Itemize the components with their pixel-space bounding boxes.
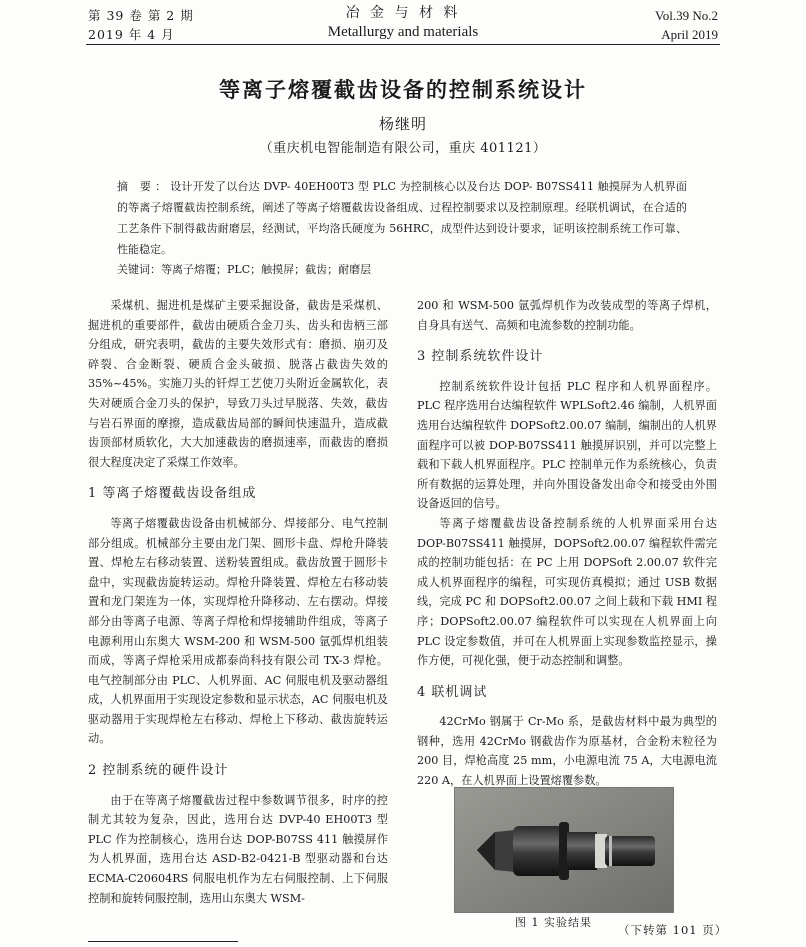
- journal-name-cn: 冶 金 与 材 料: [345, 5, 461, 21]
- continuation-note: （下转第 101 页）: [618, 923, 728, 937]
- keywords-text: 等离子熔覆；PLC；触摸屏；截齿；耐磨层: [161, 263, 372, 276]
- journal-name-en: Metallurgy and materials: [327, 24, 479, 40]
- cutting-pick-photo: [455, 788, 673, 912]
- date-cn: 2019 年 4 月: [88, 27, 175, 42]
- right-column: [417, 296, 717, 791]
- paragraph-debug: 42CrMo 钢属于 Cr-Mo 系，是截齿材料中最为典型的钢种，选用 42CrMo 钢截齿作为原基材，合金粉末粒径为 200 目，焊枪高度 25 mm，小电源电流 75 A，大电源电流 220 A，在人机界面上设置熔覆参数。: [417, 715, 717, 788]
- section-heading-1: 1 等离子熔覆截齿设备组成: [88, 486, 257, 502]
- keywords: [117, 260, 687, 280]
- abstract-label: 摘 要：: [117, 180, 171, 193]
- figure-photo: [454, 787, 674, 913]
- header-right: [655, 6, 718, 44]
- footnote-rule: [88, 941, 238, 942]
- date-en: April 2019: [661, 27, 718, 42]
- section-heading-3: 3 控制系统软件设计: [417, 349, 544, 365]
- paper-title: 等离子熔覆截齿设备的控制系统设计: [219, 77, 587, 102]
- paragraph-software: 控制系统软件设计包括 PLC 程序和人机界面程序。PLC 程序选用台达编程软件 WPLSoft2.46 编制，人机界面选用台达编程软件 DOPSoft2.00.07 编制，编制出的人机界面程序可以被 DOP-B07SS411 触摸屏识别，并可以完整上载和下载人机界面程序。PLC 控制单元作为系统核心，负责所有数据的运算处理，并向外围设备发出命令和接受由外围设备返回的信号。: [417, 379, 717, 511]
- left-column: [88, 296, 388, 908]
- author: 杨继明: [378, 115, 427, 133]
- paragraph-equipment: 等离子熔覆截齿设备由机械部分、焊接部分、电气控制部分组成。机械部分主要由龙门架、圆形卡盘、焊枪升降装置、焊枪左右移动装置、送粉装置组成。截齿放置于圆形卡盘中，实现截齿旋转运动。焊枪升降装置、焊枪左右移动装置和龙门架连为一体，实现焊枪升降移动、左右摆动。焊接部分由等离子电源、等离子焊枪和焊接辅助件组成，等离子电源利用山东奥大 WSM-200 和 WSM-500 氩弧焊机组装而成，等离子焊枪采用成都泰尚科技有限公司 TX-3 焊枪。电气控制部分由 PLC、人机界面、AC 伺服电机及驱动器组成，人机界面用于实现设定参数和显示状态，AC 伺服电机及驱动器用于实现焊枪左右移动、焊枪上下移动、截齿旋转运动。: [88, 516, 388, 746]
- header-rule: [86, 44, 720, 45]
- volume-en: Vol.39 No.2: [655, 8, 718, 23]
- figure-caption: 图 1 实验结果: [515, 916, 592, 929]
- paragraph-hardware: 由于在等离子熔覆截齿过程中参数调节很多，时序的控制尤其较为复杂，因此，选用台达 DVP-40 EH00T3 型 PLC 作为控制核心，选用台达 DOP-B07SS 411 触摸屏作为人机界面，选用台达 ASD-B2-0421-B 型驱动器和台达 ECMA-C20604RS 伺服电机作为左右伺服控制、上下伺服控制和旋转伺服控制，选用山东奥大 WSM-: [88, 793, 388, 905]
- affiliation: （重庆机电智能制造有限公司，重庆 401121）: [259, 141, 547, 156]
- running-header: [0, 0, 806, 46]
- paragraph-intro: 采煤机、掘进机是煤矿主要采掘设备，截齿是采煤机、掘进机的重要部件，截齿由硬质合金刀头、齿头和齿柄三部分组成，研究表明，截齿的主要失效形式有：磨损、崩刃及碎裂、合金断裂、硬质合金头破损、脱落占截齿失效的 35%~45%。实施刀头的钎焊工艺使刀头附近金属软化，表失对硬质合金刀头的保护，导致刀头过早脱落、失效，截齿与岩石界面的摩擦，造成截齿局部的瞬间快速温升，造成截齿顶部材质软化，大大加速截齿的磨损速率，而截齿的磨损很大程度决定了采煤工作效率。: [88, 299, 388, 469]
- paragraph-hmi: 等离子熔覆截齿设备控制系统的人机界面采用台达 DOP-B07SS411 触摸屏，DOPSoft2.00.07 编程软件需完成的控制功能包括：在 PC 上用 DOPSoft 2.00.07 软件完成人机界面程序的编程，可实现仿真模拟；通过 USB 数据线，完成 PC 和 DOPSoft2.00.07 之间上载和下载 HMI 程序；DOPSoft2.00.07 编程软件可以实现在人机界面上向 PLC 设定参数值，并可在人机界面上实现参数监控显示，操作方便，可视化强，便于动态控制和调整。: [417, 516, 717, 668]
- abstract-text: 设计开发了以台达 DVP- 40EH00T3 型 PLC 为控制核心以及台达 DOP- B07SS411 触摸屏为人机界面的等离子熔覆截齿控制系统，阐述了等离子熔覆截齿设备组成、过程控制要求以及控制原理。经联机调试，在合适的工艺条件下制得截齿耐磨层，经测试，平均洛氏硬度为 56HRC，成型件达到设计要求，证明该控制系统工作可靠、性能稳定。: [117, 180, 687, 256]
- section-heading-4: 4 联机调试: [417, 684, 488, 700]
- keywords-label: 关键词：: [117, 263, 161, 276]
- section-heading-2: 2 控制系统的硬件设计: [88, 763, 229, 779]
- volume-cn: 第 39 卷 第 2 期: [88, 8, 194, 23]
- paragraph-hardware-cont: 200 和 WSM-500 氩弧焊机作为改装成型的等离子焊机，自身具有送气、高频和电流参数的控制功能。: [417, 299, 717, 332]
- abstract: [117, 176, 687, 260]
